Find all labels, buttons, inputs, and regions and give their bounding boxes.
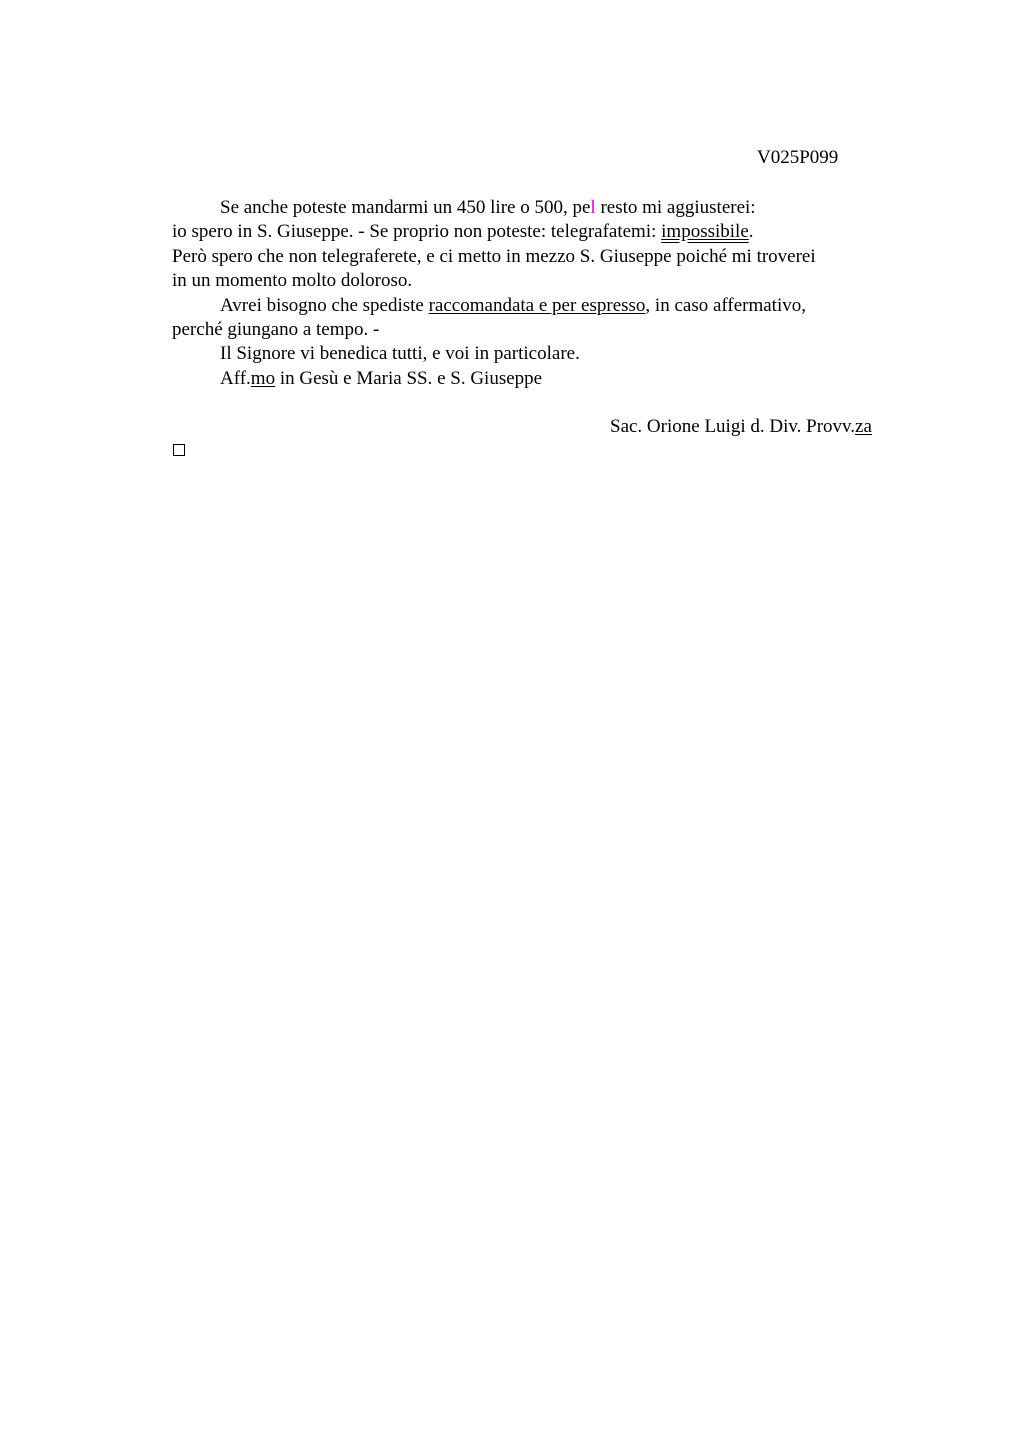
signature-name: Sac. Orione Luigi d. Div. Provv. [610, 416, 856, 437]
letter-body [172, 196, 892, 391]
text-line [172, 220, 892, 244]
text-line [172, 342, 892, 366]
text-line [172, 196, 892, 220]
underlined-abbreviation: mo [250, 367, 276, 389]
text-segment: Però spero che non telegraferete, e ci metto in mezzo S. Giuseppe poiché mi troverei [172, 245, 816, 267]
text-segment: resto mi aggiusterei: [595, 197, 756, 218]
text-segment: io spero in S. Giuseppe. - Se proprio non poteste: telegrafatemi: [172, 221, 662, 243]
empty-square-icon [173, 444, 185, 456]
text-segment: perché giungano a tempo. - [172, 319, 380, 341]
text-segment: Il Signore vi benedica tutti, e voi in particolare. [220, 343, 580, 365]
document-code: V025P099 [757, 147, 839, 168]
text-line [172, 294, 892, 318]
underlined-phrase: raccomandata e per espresso [428, 294, 646, 316]
text-segment: Aff. [220, 367, 251, 389]
closing-line [172, 367, 892, 391]
highlighted-letter: l [590, 197, 596, 218]
text-segment: in Gesù e Maria SS. e S. Giuseppe [275, 367, 543, 389]
text-segment: . [748, 221, 754, 243]
double-underlined-word: impossibile [661, 221, 749, 243]
text-line [172, 318, 892, 342]
text-line [172, 269, 892, 293]
text-segment: , in caso affermativo, [645, 294, 806, 316]
text-line [172, 245, 892, 269]
text-segment: in un momento molto doloroso. [172, 270, 413, 292]
text-segment: Avrei bisogno che spediste [220, 294, 429, 316]
text-segment: Se anche poteste mandarmi un 450 lire o 500, pe [220, 197, 591, 218]
signature-underlined-suffix: za [855, 416, 872, 437]
signature [610, 415, 872, 439]
